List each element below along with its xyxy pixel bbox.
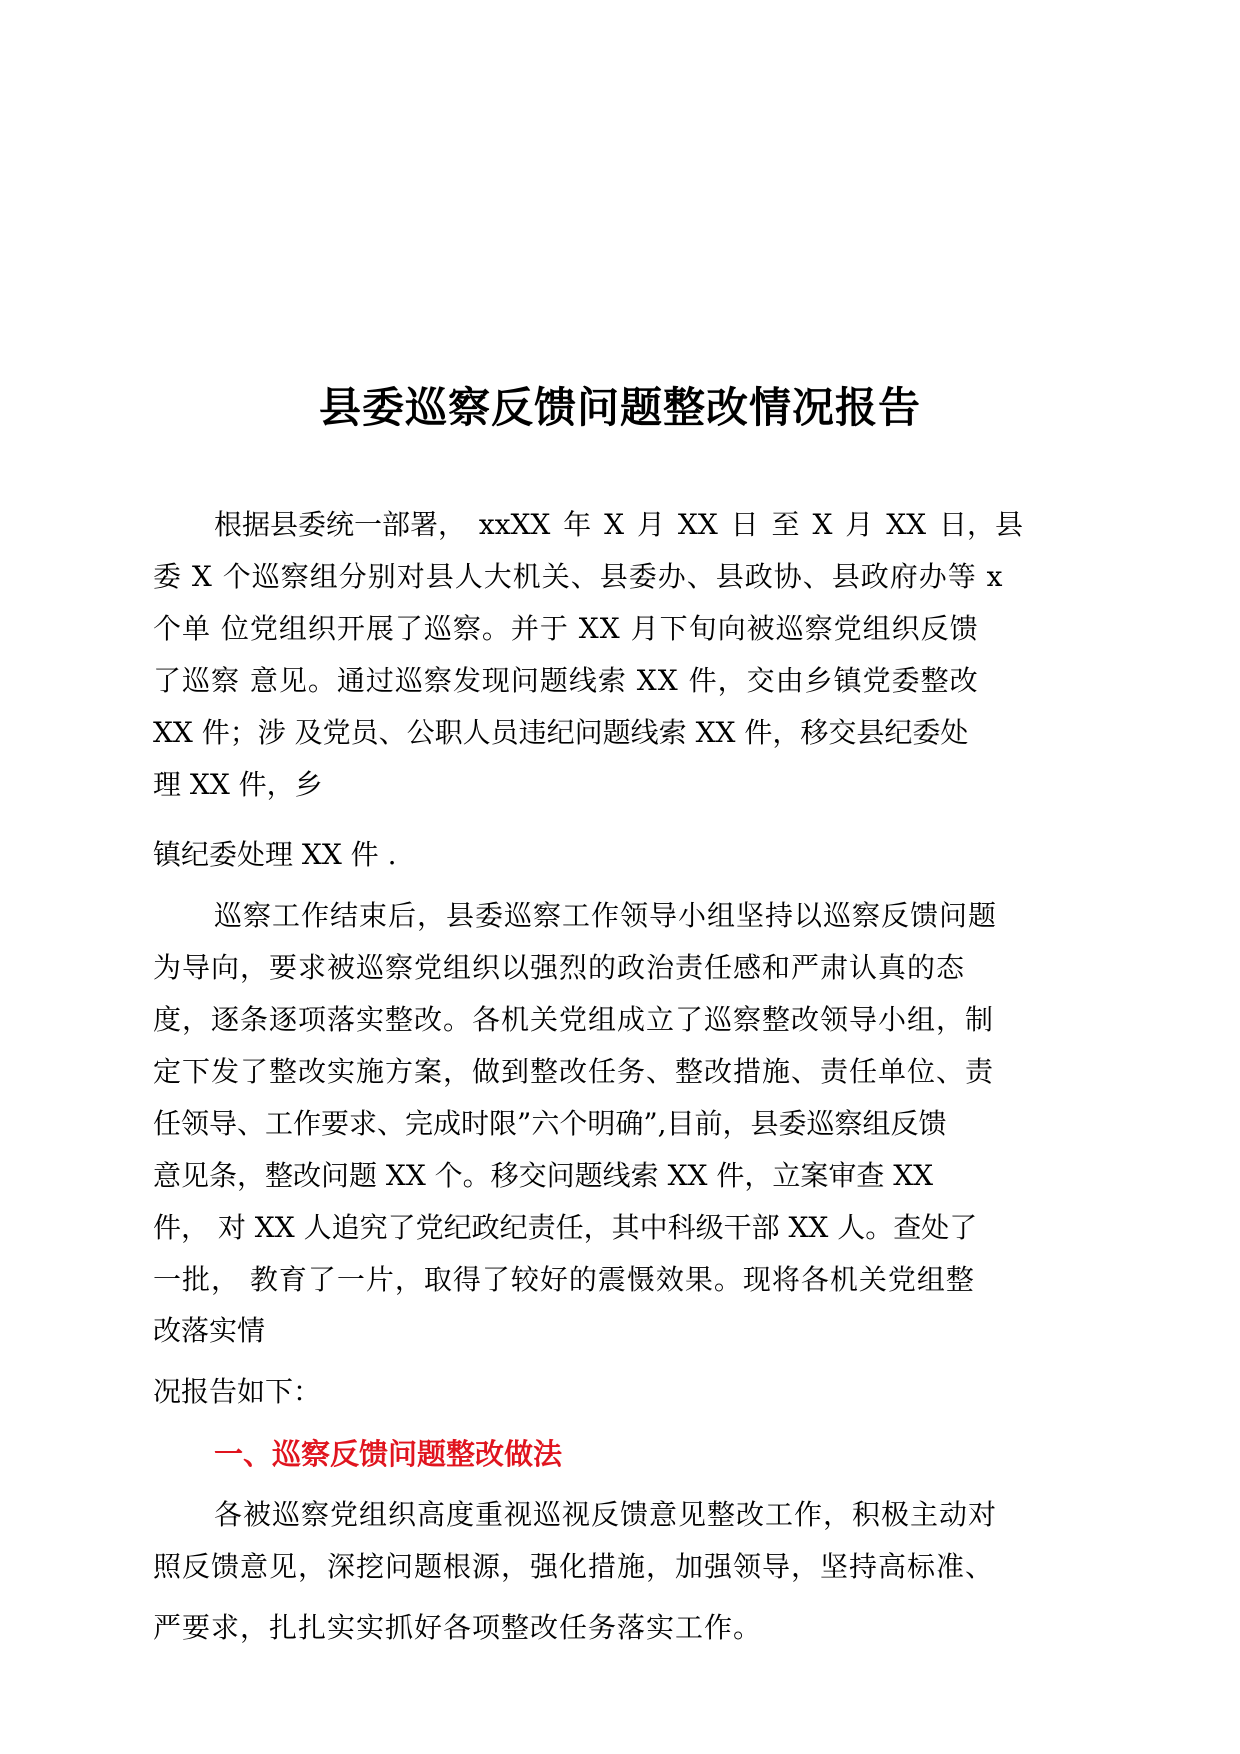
paragraph-line: 为导向，要求被巡察党组织以强烈的政治责任感和严肃认真的态 [153,951,966,984]
paragraph-line: 根据县委统一部署， xxXX 年 X 月 XX 日 至 X 月 XX 日，县 [214,508,1023,541]
paragraph-line: 照反馈意见，深挖问题根源，强化措施，加强领导，坚持高标准、 [153,1550,995,1583]
paragraph-line: 意见条，整改问题 XX 个。移交问题线索 XX 件，立案审查 XX [153,1159,934,1192]
paragraph-line: 度，逐条逐项落实整改。各机关党组成立了巡察整改领导小组，制 [153,1003,995,1036]
paragraph-line: 件， 对 XX 人追究了党纪政纪责任，其中科级干部 XX 人。查处了 [153,1211,978,1244]
section-heading: 一、巡察反馈问题整改做法 [214,1437,563,1471]
paragraph-line: 巡察工作结束后，县委巡察工作领导小组坚持以巡察反馈问题 [214,899,998,932]
paragraph-line: 镇纪委处理 XX 件 . [153,838,397,871]
paragraph-line: 一批， 教育了一片，取得了较好的震慑效果。现将各机关党组整 [153,1263,975,1296]
paragraph-line: 严要求，扎扎实实抓好各项整改任务落实工作。 [153,1611,763,1644]
document-title: 县委巡察反馈问题整改情况报告 [318,383,921,432]
paragraph-line: XX 件；涉 及党员、公职人员违纪问题线索 XX 件，移交县纪委处 [153,716,969,749]
paragraph-line: 改落实情 [153,1314,266,1347]
paragraph-line: 任领导、工作要求、完成时限”六个明确”,目前，县委巡察组反馈 [153,1107,947,1140]
paragraph-line: 定下发了整改实施方案，做到整改任务、整改措施、责任单位、责 [153,1055,995,1088]
paragraph-line: 委 X 个巡察组分别对县人大机关、县委办、县政协、县政府办等 x [153,560,1004,593]
paragraph-line: 了巡察 意见。通过巡察发现问题线索 XX 件，交由乡镇党委整改 [153,664,979,697]
paragraph-line: 个单 位党组织开展了巡察。并于 XX 月下旬向被巡察党组织反馈 [153,612,979,645]
paragraph-line: 各被巡察党组织高度重视巡视反馈意见整改工作，积极主动对 [214,1498,998,1531]
paragraph-line: 理 XX 件，乡 [153,768,323,801]
paragraph-line: 况报告如下： [153,1375,322,1408]
